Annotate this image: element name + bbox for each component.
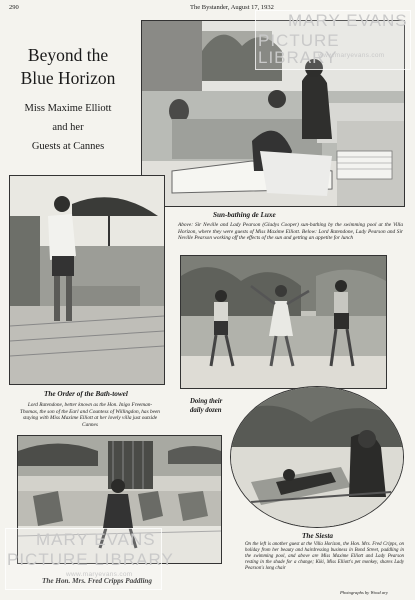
watermark-top-url: www.maryevans.com — [318, 52, 385, 59]
subtitle-line-1: Miss Maxime Elliott — [24, 103, 112, 114]
bath-towel-photo-image — [10, 176, 164, 384]
siesta-photo-image — [231, 387, 403, 527]
photo-daily-dozen — [180, 255, 387, 389]
caption-siesta-title: The Siesta — [302, 532, 333, 540]
article-title-line-2: Blue Horizon — [20, 68, 116, 88]
photo-the-siesta — [230, 386, 404, 528]
publication-line: The Bystander, August 17, 1932 — [190, 4, 274, 11]
subtitle-line-3: Guests at Cannes — [31, 141, 105, 152]
watermark-top-line-1: MARY EVANS — [288, 11, 408, 30]
daily-dozen-line-2: daily dozen — [190, 407, 222, 414]
caption-sunbathing-body: Above: Sir Neville and Lady Pearson (Gladys Cooper) sun-bathing by the swimming pool at the Villa Horizon, where they were guests of Miss Maxime Elliott. Below: Lord Ratendone, Lady Pearson and Sir Neville Pearson working off the effects of the sun and getting an appetite for lunch — [178, 222, 403, 242]
article-subtitle — [8, 99, 128, 156]
article-title-line-1: Beyond the — [27, 45, 109, 65]
caption-daily-dozen — [190, 397, 222, 415]
page-number: 290 — [9, 4, 19, 11]
watermark-top-line-2: PICTURE LIBRARY — [258, 31, 340, 67]
photo-order-of-bath-towel — [9, 175, 165, 385]
watermark-bottom-line-1: MARY EVANS — [36, 530, 156, 549]
caption-cripps-title: The Hon. Mrs. Fred Cripps Paddling — [42, 577, 153, 585]
watermark-bottom-line-2: PICTURE LIBRARY — [7, 550, 174, 569]
caption-siesta-body: On the left is another guest at the Villa Horizon, the Hon. Mrs. Fred Cripps, on holiday from her beauty and hairdressing business in Bond Street, paddling in the swimming pool, and above are Miss Maxime Elliott and Lady Pearson resting in the shade for a change; Kiki, Miss Elliott's pet monkey, shares Lady Pearson's long chair — [245, 542, 404, 571]
caption-bath-towel-title: The Order of the Bath-towel — [44, 390, 128, 398]
watermark-bottom-url: www.maryevans.com — [66, 571, 133, 578]
subtitle-line-2: and her — [52, 122, 84, 133]
photo-credit: Photographs by Wood ary — [340, 590, 388, 595]
daily-dozen-line-1: Doing their — [190, 398, 223, 405]
caption-bath-towel-body: Lord Ratendone, better known as the Hon. Inigo Freeman-Thomas, the son of the Earl and Countess of Willingdon, has been staying with Miss Maxime Elliott at her lovely villa just outside Cannes — [20, 402, 160, 428]
article-heading — [8, 44, 128, 156]
caption-sunbathing-title: Sun-bathing de Luxe — [213, 211, 276, 219]
daily-dozen-photo-image — [181, 256, 386, 388]
